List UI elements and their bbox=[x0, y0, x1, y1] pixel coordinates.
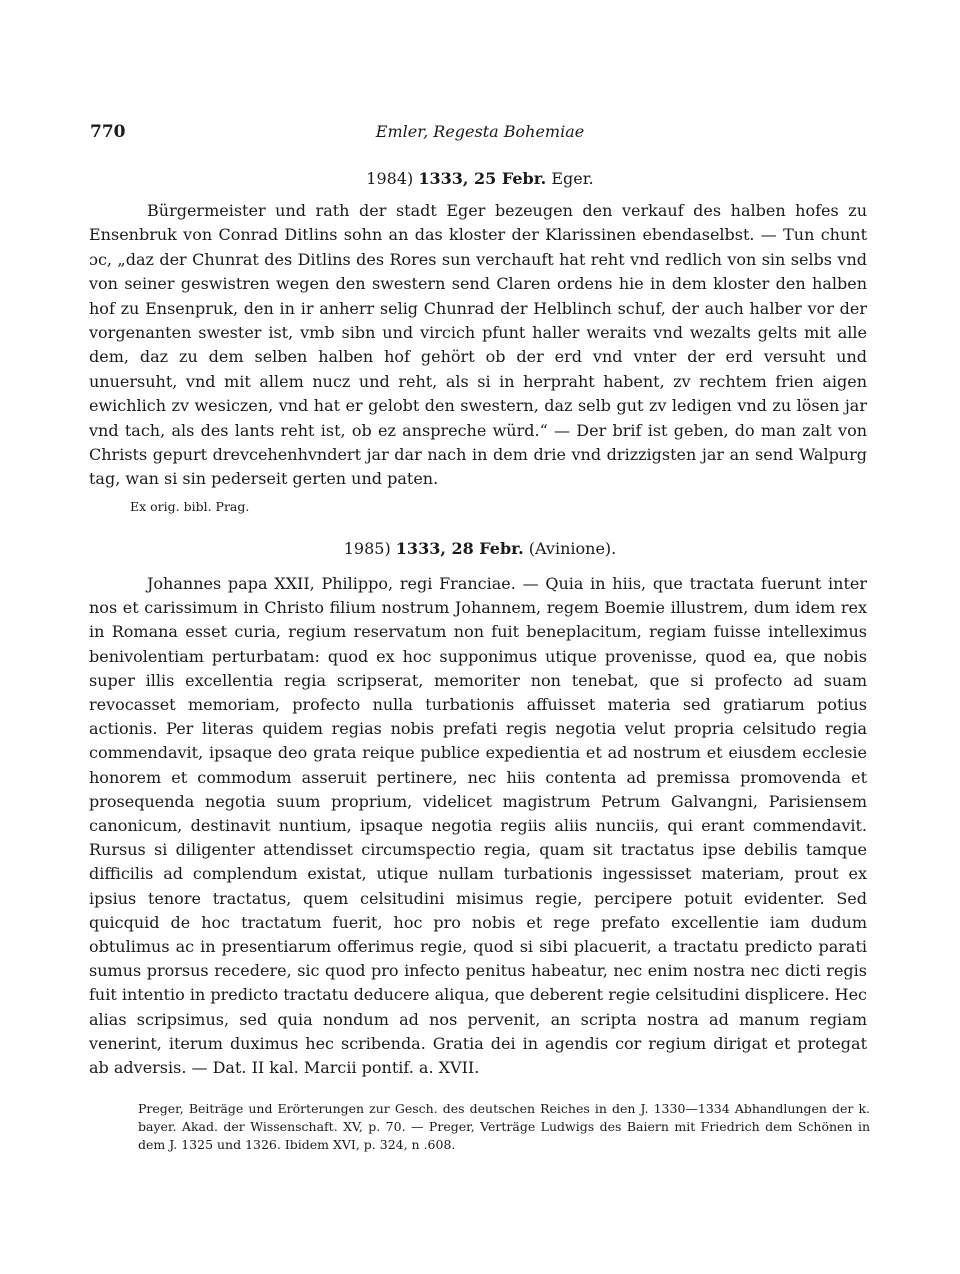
page-header bbox=[90, 122, 870, 146]
entry-heading-1984 bbox=[90, 169, 870, 188]
running-title: Emler, Regesta Bohemiae bbox=[375, 122, 585, 141]
entry-text-1985: Johannes papa XXII, Philippo, regi Franciae. — Quia in hiis, que tractata fuerunt inter nos et carissimum in Christo filium nostrum Johannem, regem Boemie illustrem, dum idem rex in Romana esset curia, regium reservatum non fuit beneplacitum, regiam fuisse intelleximus benivolentiam perturbatam: quod ex hoc supponimus utique provenisse, quod ea, que nobis super illis excellentia regia scripserat, memoriter non tenebat, que si profecto ad suam revocasset memoriam, profecto nulla turbationis affuisset materia sed gratiarum potius actionis. Per literas quidem regias nobis prefati regis negotia velut propria celsitudo regia commendavit, ipsaque deo grata reique publice expedientia et ad nostrum et eiusdem ecclesie honorem et commodum asseruit pertinere, nec hiis contenta ad premissa promovenda et prosequenda negotia suum proprium, videlicet magistrum Petrum Galvangni, Parisiensem canonicum, destinavit nuntium, ipsaque negotia regiis aliis nunciis, qui erant commendavit. Rursus si diligenter attendisset circumspectio regia, quam sit tractatus ipse debilis tamque difficilis ad complendum existat, utique nullam turbationis ingessisset materiam, prout ex ipsius tenore tractatus, quem celsitudini misimus regie, percipere potuit evidenter. Sed quicquid de hoc tractatum fuerit, hoc pro nobis et rege prefato excellentie iam dudum obtulimus ac in presentiarum offerimus regie, quod si sibi placuerit, a tractatu predicto parati sumus prorsus recedere, sic quod pro infecto penitus habeatur, nec enim nostra nec dicti regis fuit intentio in predicto tractatu deducere aliqua, que deberent regie celsitudini displicere. Hec alias scripsimus, sed quia nondum ad nos pervenit, an scripta nostra ad manum regiam venerint, iterum duximus hec scribenda. Gratia dei in agendis cor regium dirigat et protegat ab adversis. — Dat. II kal. Marcii pontif. a. XVII. bbox=[89, 574, 867, 1078]
entry-number: 1985) bbox=[343, 539, 391, 558]
entry-text-1984: Bürgermeister und rath der stadt Eger bezeugen den verkauf des halben hofes zu Ensenbruk von Conrad Ditlins sohn an das kloster der Klarissinen ebendaselbst. — Tun chunt ɔc, „daz der Chunrat des Ditlins des Rores sun verchauft hat reht vnd redlich von sin selbs vnd von seiner geswistren wegen den swestern send Claren ordens hie in dem kloster den halben hof zu Ensenpruk, den in ir anherr selig Chunrad der Helblinch schuf, der auch halber vor der vorgenanten swester ist, vmb sibn und vircich pfunt haller weraits vnd wezalts gelts mit alle dem, daz zu dem selben halben hof gehört ob der erd vnd vnter der erd versuht und unuersuht, vnd mit allem nucz und reht, als si in herpraht habent, zv rechtem frien aigen ewichlich zv wesiczen, vnd hat er gelobt den swestern, daz selb gut zv ledigen vnd zu lösen jar vnd tach, als des lants reht ist, ob ez anspreche würd.“ — Der brif ist geben, do man zalt von Christs gepurt drevcehenhvndert jar dar nach in dem drie vnd drizzigsten jar an send Walpurg tag, wan si sin pederseit gerten und paten. bbox=[89, 201, 867, 489]
entry-date: 1333, 25 Febr. bbox=[418, 169, 547, 188]
entry-number: 1984) bbox=[366, 169, 414, 188]
page-number: 770 bbox=[90, 122, 126, 142]
entry-source-1985: Preger, Beiträge und Erörterungen zur Gesch. des deutschen Reiches in den J. 1330—1334 Abhandlungen der k. bayer. Akad. der Wissenschaft. XV, p. 70. — Preger, Verträge Ludwigs des Baiern mit Friedrich dem Schönen in dem J. 1325 und 1326. Ibidem XVI, p. 324, n .608. bbox=[138, 1101, 870, 1152]
entry-date: 1333, 28 Febr. bbox=[395, 539, 524, 558]
entry-place: Eger. bbox=[551, 169, 594, 188]
entry-heading-1985 bbox=[90, 539, 870, 558]
entry-place: (Avinione). bbox=[528, 539, 617, 558]
entry-source-1984: Ex orig. bibl. Prag. bbox=[130, 499, 250, 514]
